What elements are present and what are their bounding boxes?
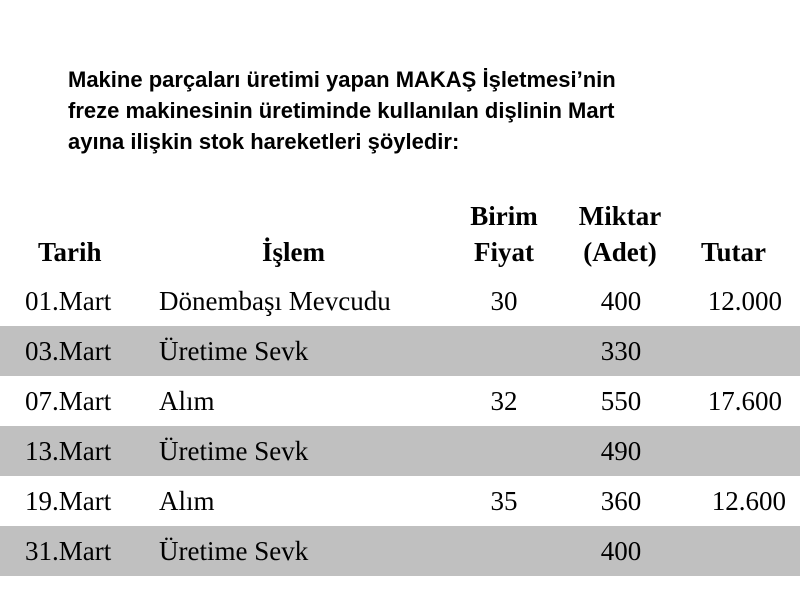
- header-unit-price: [462, 198, 546, 270]
- cell-quantity: 360: [600, 486, 642, 516]
- cell-unit-price: 35: [490, 486, 518, 516]
- cell-unit-price: 32: [490, 386, 518, 416]
- cell-total: 12.600: [711, 486, 786, 516]
- header-unit-price-line2: Fiyat: [474, 237, 534, 267]
- header-date: Tarih: [38, 237, 102, 267]
- table-row: [0, 376, 800, 426]
- intro-line-1: Makine parçaları üretimi yapan MAKAŞ İşletmesi’nin: [68, 67, 616, 92]
- cell-operation: Üretime Sevk: [159, 436, 309, 466]
- intro-line-2: freze makinesinin üretiminde kullanılan dişlinin Mart: [68, 98, 615, 123]
- cell-date: 03.Mart: [25, 336, 112, 366]
- intro-paragraph: [68, 64, 768, 157]
- table-header: [0, 196, 800, 276]
- cell-quantity: 330: [600, 336, 642, 366]
- cell-total: 17.600: [707, 386, 782, 416]
- cell-date: 19.Mart: [25, 486, 112, 516]
- cell-operation: Alım: [159, 486, 215, 516]
- cell-unit-price: [470, 326, 538, 376]
- cell-total: 12.000: [707, 286, 782, 316]
- cell-date: 13.Mart: [25, 436, 112, 466]
- table-row: [0, 326, 800, 376]
- cell-operation: Üretime Sevk: [159, 536, 309, 566]
- cell-quantity: 550: [600, 386, 642, 416]
- cell-quantity: 490: [600, 436, 642, 466]
- cell-unit-price: [470, 426, 538, 476]
- header-quantity-line1: Miktar: [578, 201, 662, 231]
- cell-unit-price: 30: [490, 286, 518, 316]
- cell-quantity: 400: [600, 286, 642, 316]
- cell-operation: Dönembaşı Mevcudu: [159, 286, 391, 316]
- table-row: [0, 476, 800, 526]
- header-quantity: [568, 198, 672, 270]
- cell-operation: Alım: [159, 386, 215, 416]
- cell-unit-price: [470, 526, 538, 576]
- cell-date: 31.Mart: [25, 536, 112, 566]
- cell-date: 01.Mart: [25, 286, 112, 316]
- header-quantity-line2: (Adet): [583, 237, 657, 267]
- table-row: [0, 526, 800, 576]
- cell-quantity: 400: [600, 536, 642, 566]
- stock-table-body: [0, 276, 800, 576]
- cell-date: 07.Mart: [25, 386, 112, 416]
- table-row: [0, 276, 800, 326]
- table-row: [0, 426, 800, 476]
- intro-line-3: ayına ilişkin stok hareketleri şöyledir:: [68, 129, 460, 154]
- header-operation: İşlem: [262, 237, 325, 267]
- header-total: Tutar: [701, 237, 767, 267]
- header-unit-price-line1: Birim: [470, 201, 538, 231]
- cell-operation: Üretime Sevk: [159, 336, 309, 366]
